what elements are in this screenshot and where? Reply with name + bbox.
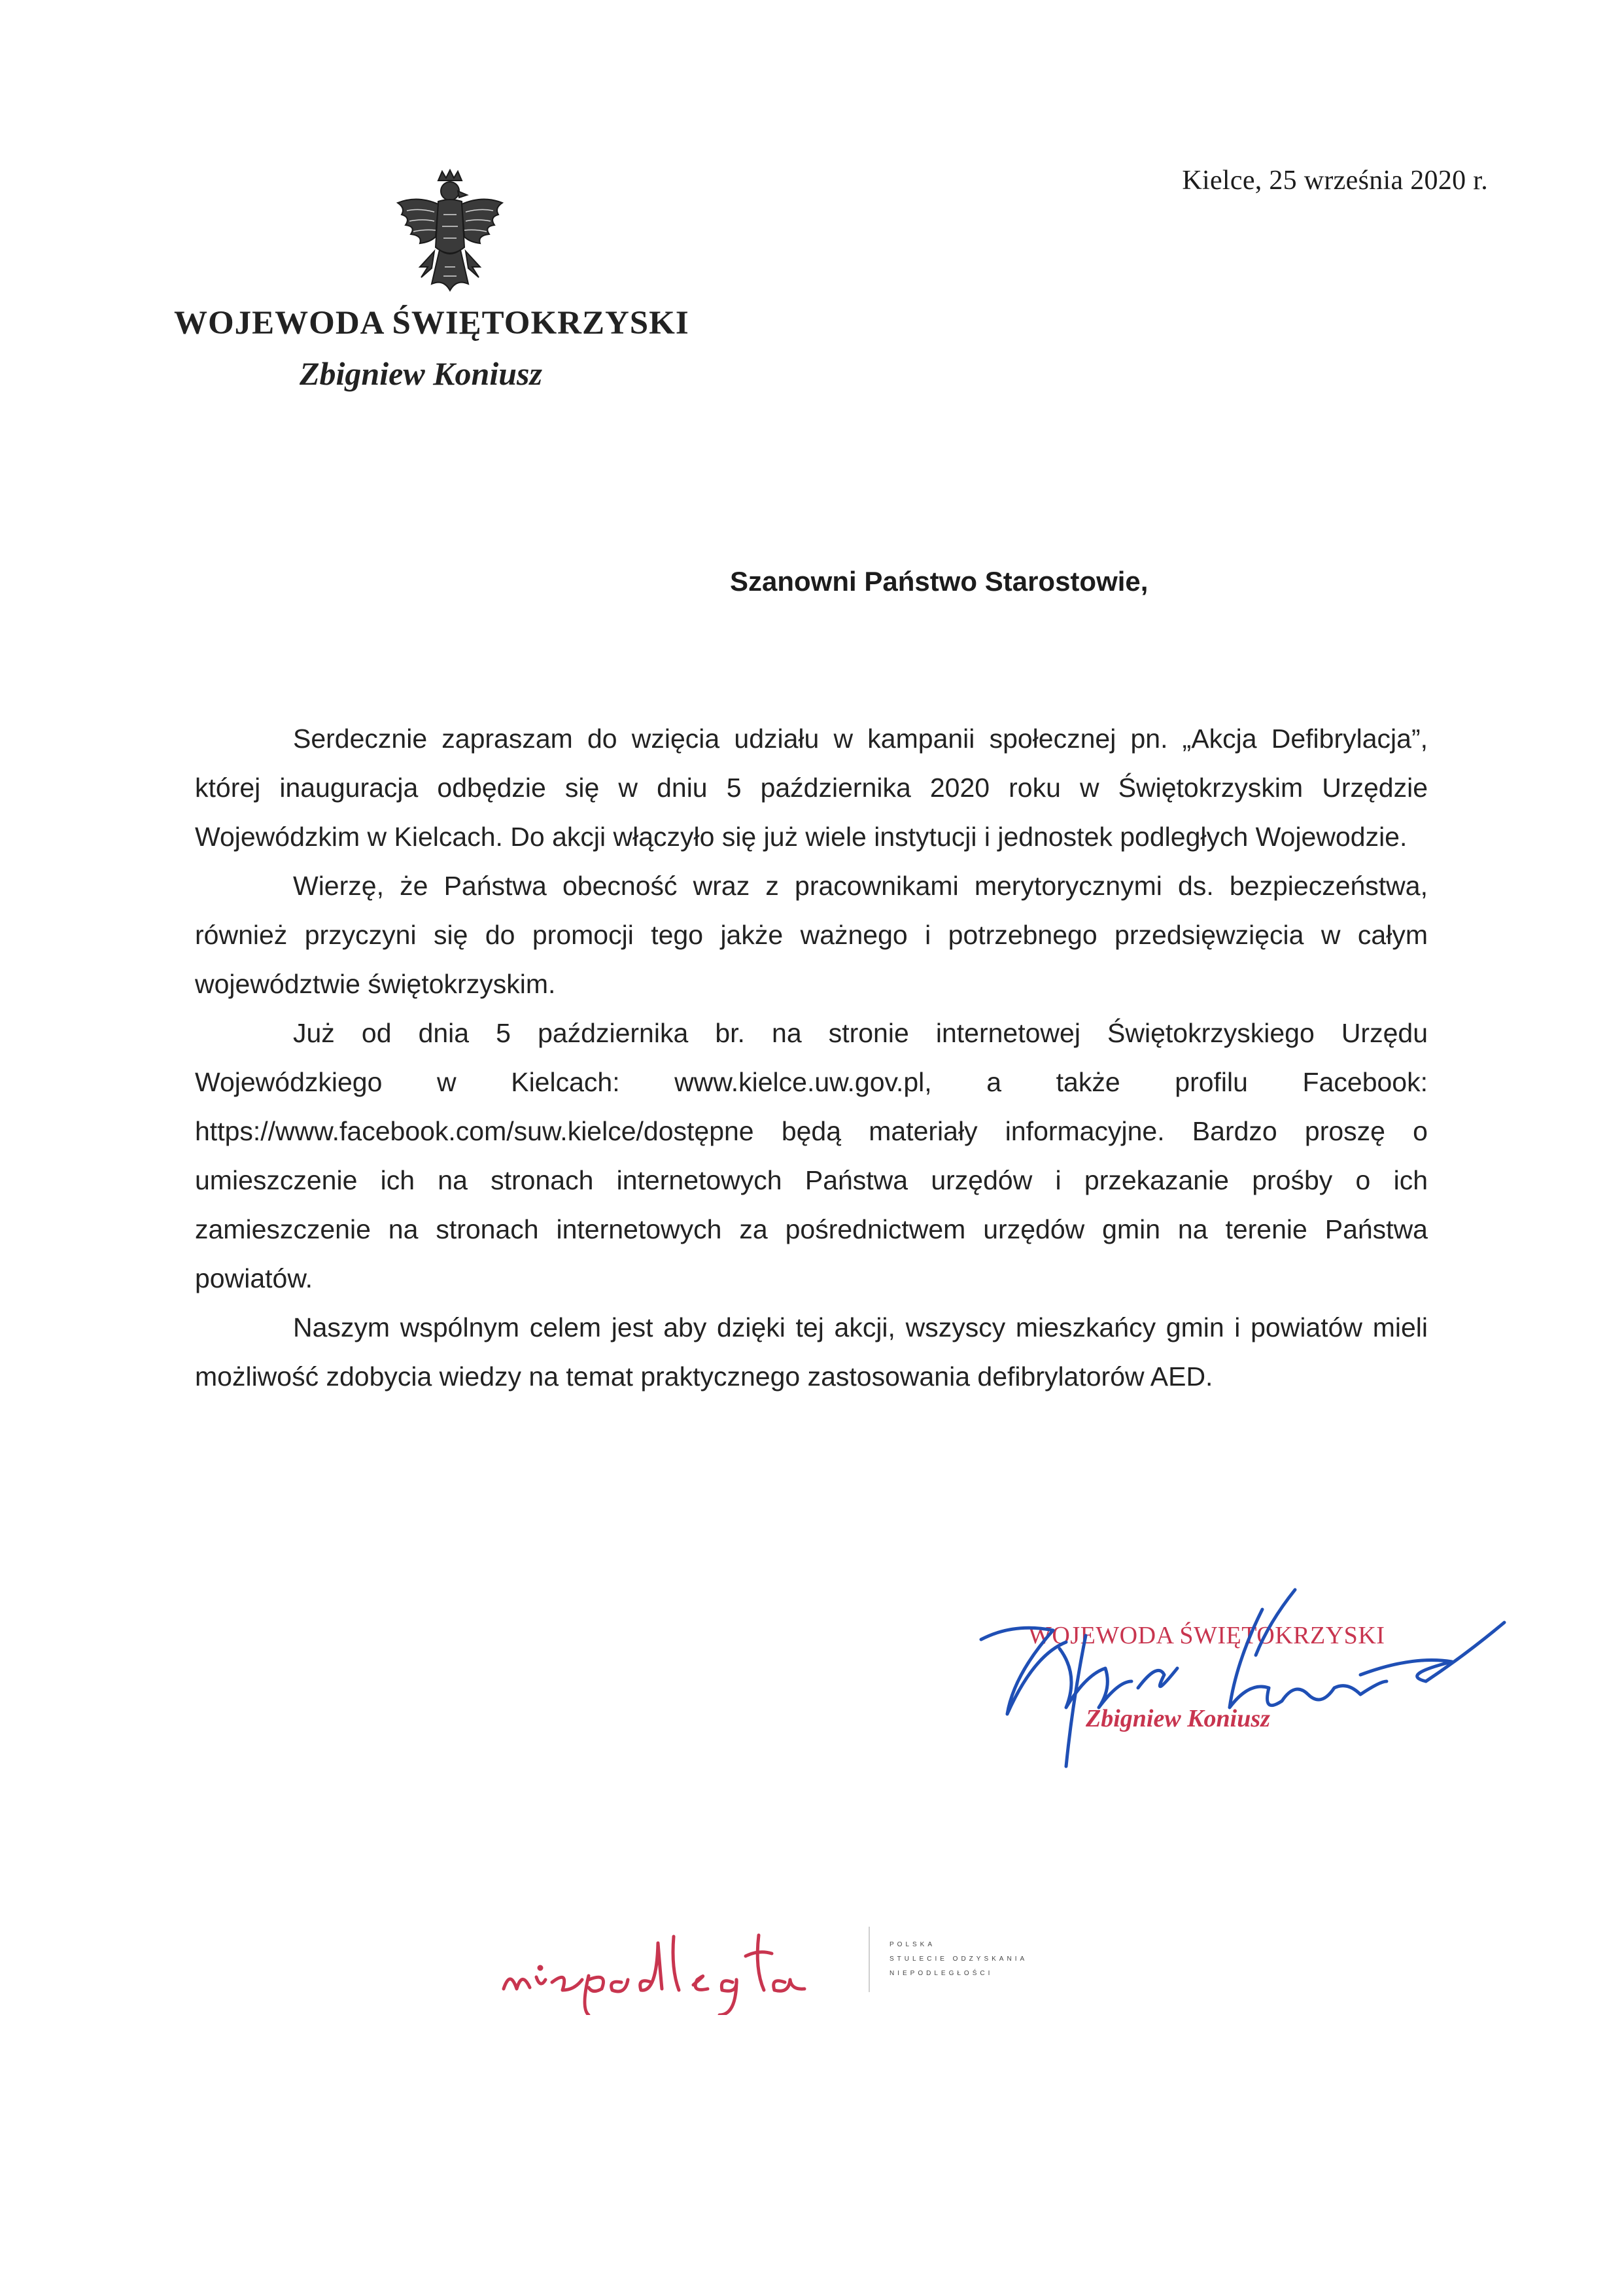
paragraph: Serdecznie zapraszam do wzięcia udziału w kampanii społecznej pn. „Akcja Defibrylacja”, której inauguracja odbędzie się w dniu 5 października 2020 roku w Świętokrzyskim Urzędzie Wojewódzkim w Kielcach. Do akcji włączyło się już wiele instytucji i jednostek podległych Wojewodzie. xyxy=(195,724,1428,852)
issuer-name: Zbigniew Koniusz xyxy=(300,355,542,392)
salutation: Szanowni Państwo Starostowie, xyxy=(730,566,1149,597)
logo-divider xyxy=(869,1927,870,1992)
letter-date: Kielce, 25 września 2020 r. xyxy=(1182,166,1488,196)
logo-caption-line: POLSKA xyxy=(890,1941,936,1948)
paragraph: Już od dnia 5 października br. na stronie internetowej Świętokrzyskiego Urzędu Wojewódzkiego w Kielcach: www.kielce.uw.gov.pl, a także profilu Facebook: https://www.facebook.com/suw.kielce/dostępne będą materiały informacyjne. Bardzo proszę o umieszczenie ich na stronach internetowych Państwa urzędów i przekazanie prośby o ich zamieszczenie na stronach internetowych za pośrednictwem urzędów gmin na terenie Państwa powiatów. xyxy=(195,1018,1428,1293)
handwritten-signature xyxy=(968,1583,1544,1773)
issuer-title: WOJEWODA ŚWIĘTOKRZYSKI xyxy=(174,305,689,342)
niepodlegla-script-logo xyxy=(497,1917,863,2015)
paragraph: Wierzę, że Państwa obecność wraz z pracownikami merytorycznymi ds. bezpieczeństwa, również przyczyni się do promocji tego jakże ważnego i potrzebnego przedsięwzięcia w całym województwie świętokrzyskim. xyxy=(195,871,1428,999)
stamp-name: Zbigniew Koniusz xyxy=(1086,1705,1270,1732)
stamp-title: WOJEWODA ŚWIĘTOKRZYSKI xyxy=(1028,1622,1385,1649)
logo-caption-line: STULECIE ODZYSKANIA xyxy=(890,1955,1028,1963)
polish-eagle-emblem-icon xyxy=(391,169,509,307)
letter-body xyxy=(195,714,1428,1401)
paragraph: Naszym wspólnym celem jest aby dzięki tej akcji, wszyscy mieszkańcy gmin i powiatów mieli możliwość zdobycia wiedzy na temat praktycznego zastosowania defibrylatorów AED. xyxy=(195,1312,1428,1392)
logo-caption xyxy=(890,1938,1028,1981)
logo-caption-line: NIEPODLEGŁOŚCI xyxy=(890,1970,993,1977)
